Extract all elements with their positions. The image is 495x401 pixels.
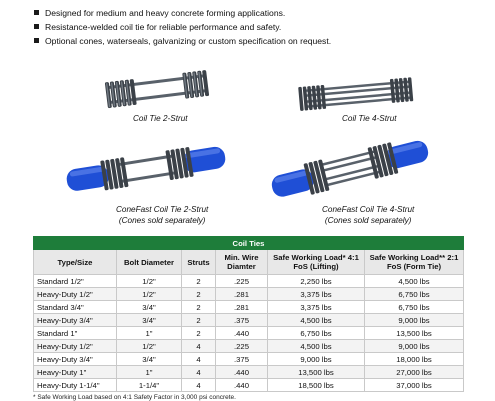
conefast-2-strut-caption-title: ConeFast Coil Tie 2-Strut bbox=[116, 205, 209, 214]
table-row bbox=[34, 366, 464, 379]
cell-swl-form-tie: 9,000 lbs bbox=[365, 314, 464, 327]
cell-type-size: Heavy-Duty 3/4" bbox=[34, 353, 117, 366]
cell-swl-form-tie: 4,500 lbs bbox=[365, 275, 464, 288]
cell-struts: 4 bbox=[182, 366, 216, 379]
cell-swl-form-tie: 13,500 lbs bbox=[365, 327, 464, 340]
cell-swl-lifting: 6,750 lbs bbox=[268, 327, 365, 340]
cell-struts: 4 bbox=[182, 379, 216, 392]
cell-bolt-diameter: 3/4" bbox=[117, 353, 182, 366]
coil-tie-4-strut-caption: Coil Tie 4-Strut bbox=[342, 114, 397, 123]
cell-struts: 2 bbox=[182, 314, 216, 327]
cell-type-size: Heavy-Duty 1/2" bbox=[34, 288, 117, 301]
cell-bolt-diameter: 3/4" bbox=[117, 301, 182, 314]
feature-text: Resistance-welded coil tie for reliable performance and safety. bbox=[45, 22, 282, 32]
cell-swl-lifting: 9,000 lbs bbox=[268, 353, 365, 366]
table-row bbox=[34, 340, 464, 353]
cell-wire-diameter: .225 bbox=[216, 275, 268, 288]
cell-type-size: Standard 1" bbox=[34, 327, 117, 340]
cell-struts: 2 bbox=[182, 275, 216, 288]
cell-bolt-diameter: 1" bbox=[117, 366, 182, 379]
cell-bolt-diameter: 1" bbox=[117, 327, 182, 340]
cell-bolt-diameter: 3/4" bbox=[117, 314, 182, 327]
conefast-4-strut-caption bbox=[322, 204, 414, 226]
cell-struts: 2 bbox=[182, 327, 216, 340]
column-header-struts: Struts bbox=[182, 250, 216, 275]
feature-item bbox=[33, 34, 331, 48]
bullet-icon bbox=[34, 10, 39, 15]
table-row bbox=[34, 301, 464, 314]
cell-swl-form-tie: 6,750 lbs bbox=[365, 301, 464, 314]
cell-type-size: Standard 3/4" bbox=[34, 301, 117, 314]
table-title: Coil Ties bbox=[34, 237, 464, 250]
cell-bolt-diameter: 1-1/4" bbox=[117, 379, 182, 392]
column-header-swl-form-tie: Safe Working Load** 2:1 FoS (Form Tie) bbox=[365, 250, 464, 275]
cell-swl-form-tie: 27,000 lbs bbox=[365, 366, 464, 379]
cell-swl-form-tie: 18,000 lbs bbox=[365, 353, 464, 366]
bullet-icon bbox=[34, 24, 39, 29]
bullet-icon bbox=[34, 38, 39, 43]
cell-wire-diameter: .281 bbox=[216, 301, 268, 314]
conefast-4-strut-caption-note: (Cones sold separately) bbox=[324, 216, 412, 225]
coil-ties-table bbox=[33, 236, 464, 392]
cell-bolt-diameter: 1/2" bbox=[117, 340, 182, 353]
cell-swl-lifting: 2,250 lbs bbox=[268, 275, 365, 288]
feature-item bbox=[33, 20, 331, 34]
cell-type-size: Heavy-Duty 1" bbox=[34, 366, 117, 379]
table-row bbox=[34, 288, 464, 301]
conefast-4-strut-caption-title: ConeFast Coil Tie 4-Strut bbox=[322, 205, 415, 214]
coil-tie-2-strut-image bbox=[88, 66, 228, 112]
cell-wire-diameter: .375 bbox=[216, 353, 268, 366]
cell-swl-lifting: 4,500 lbs bbox=[268, 314, 365, 327]
cell-wire-diameter: .440 bbox=[216, 366, 268, 379]
cell-swl-form-tie: 9,000 lbs bbox=[365, 340, 464, 353]
table-row bbox=[34, 275, 464, 288]
table-row bbox=[34, 314, 464, 327]
conefast-2-strut-caption-note: (Cones sold separately) bbox=[118, 216, 206, 225]
column-header-bolt-diameter: Bolt Diameter bbox=[117, 250, 182, 275]
cell-swl-lifting: 13,500 lbs bbox=[268, 366, 365, 379]
column-header-type-size: Type/Size bbox=[34, 250, 117, 275]
cell-wire-diameter: .375 bbox=[216, 314, 268, 327]
cell-swl-lifting: 3,375 lbs bbox=[268, 288, 365, 301]
table-row bbox=[34, 353, 464, 366]
table-row bbox=[34, 327, 464, 340]
feature-item bbox=[33, 6, 331, 20]
cell-bolt-diameter: 1/2" bbox=[117, 275, 182, 288]
cell-type-size: Heavy-Duty 3/4" bbox=[34, 314, 117, 327]
cell-swl-lifting: 18,500 lbs bbox=[268, 379, 365, 392]
cell-wire-diameter: .225 bbox=[216, 340, 268, 353]
table-row bbox=[34, 379, 464, 392]
feature-list bbox=[33, 6, 331, 48]
coil-tie-2-strut-caption: Coil Tie 2-Strut bbox=[133, 114, 188, 123]
cell-wire-diameter: .281 bbox=[216, 288, 268, 301]
column-header-swl-lifting: Safe Working Load* 4:1 FoS (Lifting) bbox=[268, 250, 365, 275]
column-header-min-wire-diameter: Min. Wire Diamter bbox=[216, 250, 268, 275]
cell-swl-lifting: 3,375 lbs bbox=[268, 301, 365, 314]
cell-type-size: Heavy-Duty 1/2" bbox=[34, 340, 117, 353]
cell-swl-lifting: 4,500 lbs bbox=[268, 340, 365, 353]
cell-struts: 4 bbox=[182, 353, 216, 366]
cell-struts: 4 bbox=[182, 340, 216, 353]
cell-struts: 2 bbox=[182, 288, 216, 301]
feature-text: Designed for medium and heavy concrete forming applications. bbox=[45, 8, 286, 18]
cell-wire-diameter: .440 bbox=[216, 379, 268, 392]
cell-bolt-diameter: 1/2" bbox=[117, 288, 182, 301]
cell-swl-form-tie: 6,750 lbs bbox=[365, 288, 464, 301]
conefast-coil-tie-2-strut-image bbox=[58, 138, 233, 200]
coil-tie-4-strut-image bbox=[285, 74, 430, 114]
conefast-coil-tie-4-strut-image bbox=[262, 138, 437, 200]
cell-struts: 2 bbox=[182, 301, 216, 314]
feature-text: Optional cones, waterseals, galvanizing or custom specification on request. bbox=[45, 36, 332, 46]
cell-swl-form-tie: 37,000 lbs bbox=[365, 379, 464, 392]
cell-wire-diameter: .440 bbox=[216, 327, 268, 340]
conefast-2-strut-caption bbox=[116, 204, 208, 226]
footnote: * Safe Working Load based on 4:1 Safety Factor in 3,000 psi concrete. bbox=[33, 394, 236, 401]
cell-type-size: Standard 1/2" bbox=[34, 275, 117, 288]
cell-type-size: Heavy-Duty 1-1/4" bbox=[34, 379, 117, 392]
